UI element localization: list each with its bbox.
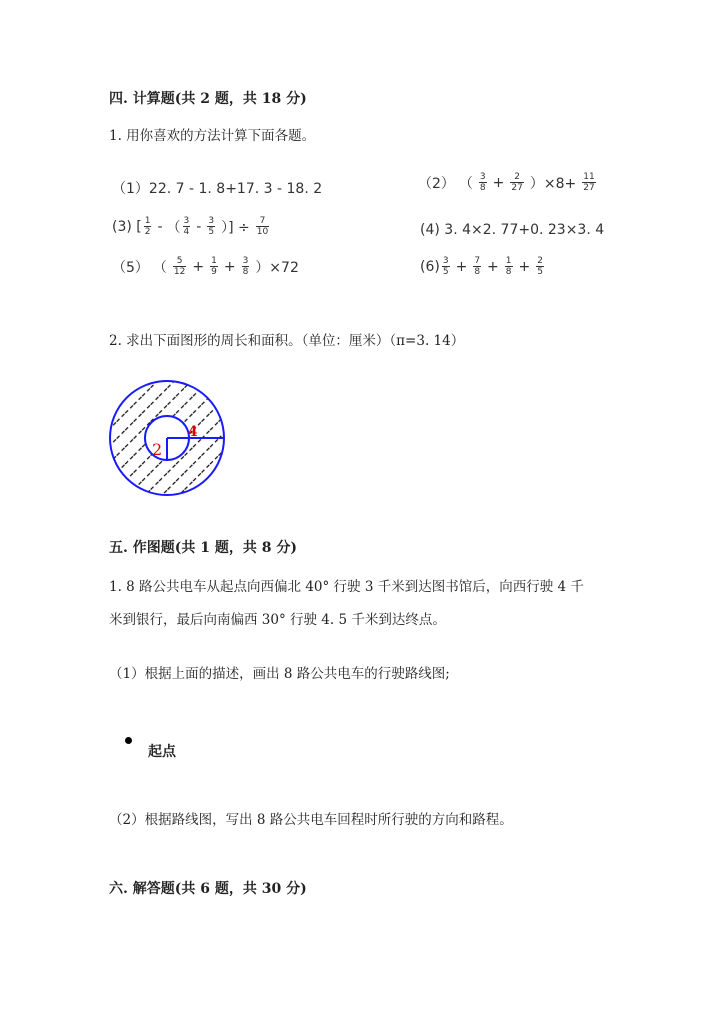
frac-num: 2 bbox=[537, 256, 543, 266]
frac-num: 2 bbox=[514, 172, 520, 182]
section-5-part-2: （2）根据路线图，写出 8 路公共电车回程时所行驶的方向和路程。 bbox=[109, 812, 513, 828]
problem-6-frac-3 bbox=[505, 256, 513, 277]
section-6-heading: 六. 解答题(共 6 题，共 30 分) bbox=[109, 881, 307, 897]
problem-3-frac-3 bbox=[207, 216, 215, 237]
problem-3-frac-4 bbox=[256, 216, 269, 237]
frac-den: 4 bbox=[183, 227, 190, 237]
problem-3-minus-2: - bbox=[196, 218, 202, 235]
section-5-question-line-2: 米到银行，最后向南偏西 30° 行驶 4. 5 千米到达终点。 bbox=[109, 612, 446, 628]
problem-5-plus-1: + bbox=[192, 258, 205, 275]
problem-6-frac-2 bbox=[473, 256, 481, 277]
frac-num: 11 bbox=[583, 172, 595, 182]
frac-den: 8 bbox=[242, 267, 249, 277]
ring-figure bbox=[104, 375, 234, 505]
problem-5-label: （5） bbox=[112, 259, 149, 276]
frac-den: 8 bbox=[505, 267, 512, 277]
frac-den: 8 bbox=[474, 267, 481, 277]
frac-num: 1 bbox=[505, 256, 512, 266]
problem-6-frac-4 bbox=[536, 256, 544, 277]
start-point-dot bbox=[125, 737, 132, 744]
problem-6 bbox=[420, 256, 546, 277]
inner-radius-label: 2 bbox=[152, 440, 163, 459]
problem-5 bbox=[112, 256, 303, 277]
frac-den: 5 bbox=[442, 267, 449, 277]
frac-den: 9 bbox=[211, 267, 217, 277]
problem-2-open: （ bbox=[458, 175, 473, 192]
problem-5-frac-3 bbox=[242, 256, 250, 277]
frac-num: 1 bbox=[211, 256, 217, 266]
problem-4: (4) 3. 4×2. 77+0. 23×3. 4 bbox=[420, 222, 605, 238]
frac-den: 5 bbox=[537, 267, 543, 277]
frac-num: 3 bbox=[442, 256, 449, 266]
problem-3-label: (3) [ bbox=[112, 218, 142, 235]
problem-1: （1）22. 7 - 1. 8+17. 3 - 18. 2 bbox=[112, 181, 323, 197]
problem-2-frac-3 bbox=[582, 172, 595, 193]
frac-num: 3 bbox=[242, 256, 249, 266]
problem-6-plus-1: + bbox=[455, 258, 468, 275]
problem-3-open: （ bbox=[166, 219, 181, 236]
frac-num: 3 bbox=[208, 216, 215, 226]
frac-den: 8 bbox=[479, 183, 486, 193]
section-4-heading: 四. 计算题(共 2 题，共 18 分) bbox=[109, 91, 307, 107]
section-5-part-1: （1）根据上面的描述，画出 8 路公共电车的行驶路线图; bbox=[109, 666, 450, 682]
section-5-heading: 五. 作图题(共 1 题，共 8 分) bbox=[109, 540, 297, 556]
problem-3-minus-1: - bbox=[157, 218, 163, 235]
problem-2-plus: + bbox=[492, 174, 505, 191]
problem-2-frac-1 bbox=[479, 172, 487, 193]
problem-2 bbox=[418, 172, 598, 193]
frac-num: 7 bbox=[259, 216, 266, 226]
problem-6-plus-2: + bbox=[487, 258, 499, 275]
problem-6-frac-1 bbox=[442, 256, 450, 277]
frac-num: 3 bbox=[183, 216, 190, 226]
question-1-text: 1. 用你喜欢的方法计算下面各题。 bbox=[109, 128, 316, 144]
problem-2-label: （2） bbox=[418, 175, 455, 192]
problem-3-frac-2 bbox=[183, 216, 191, 237]
frac-den: 10 bbox=[256, 227, 269, 237]
section-5-question-line-1: 1. 8 路公共电车从起点向西偏北 40° 行驶 3 千米到达图书馆后，向西行驶 4 千 bbox=[109, 579, 584, 595]
problem-5-frac-2 bbox=[210, 256, 218, 277]
problem-2-frac-2 bbox=[510, 172, 523, 193]
problem-3 bbox=[112, 216, 271, 237]
frac-den: 2 bbox=[144, 227, 151, 237]
frac-num: 5 bbox=[176, 256, 183, 266]
problem-5-frac-1 bbox=[173, 256, 186, 277]
frac-num: 3 bbox=[479, 172, 486, 182]
problem-6-plus-3: + bbox=[518, 258, 531, 275]
frac-num: 7 bbox=[474, 256, 481, 266]
problem-5-open: （ bbox=[152, 259, 167, 276]
problem-5-close: ）×72 bbox=[255, 259, 299, 276]
start-point-label: 起点 bbox=[148, 744, 176, 760]
problem-6-label: (6) bbox=[420, 258, 440, 275]
outer-radius-label: 4 bbox=[188, 424, 198, 440]
frac-den: 27 bbox=[511, 183, 523, 193]
problem-3-close: ）] ÷ bbox=[221, 219, 250, 236]
frac-den: 12 bbox=[173, 267, 186, 277]
problem-2-close: ）×8+ bbox=[529, 175, 577, 192]
problem-3-frac-1 bbox=[144, 216, 152, 237]
frac-den: 27 bbox=[583, 183, 595, 193]
problem-5-plus-2: + bbox=[223, 258, 236, 275]
frac-num: 1 bbox=[144, 216, 151, 226]
question-2-text: 2. 求出下面图形的周长和面积。（单位：厘米）（π=3. 14） bbox=[109, 333, 465, 349]
frac-den: 5 bbox=[208, 227, 215, 237]
